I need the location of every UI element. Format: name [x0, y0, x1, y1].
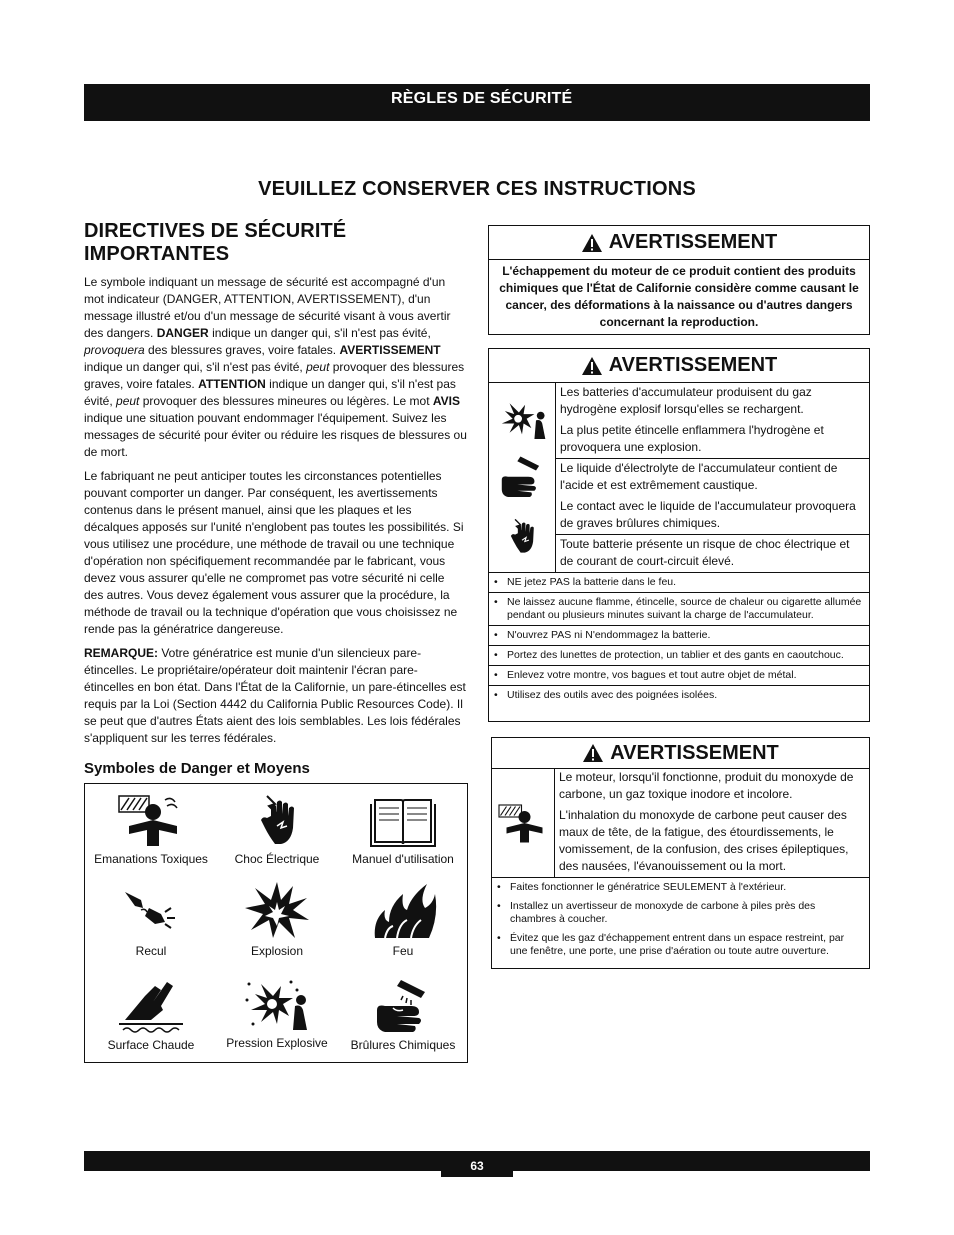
symbol-chemical-burn: Brûlures Chimiques	[339, 976, 467, 1052]
section-title: RÈGLES DE SÉCURITÉ	[391, 90, 573, 107]
warning-california-text: L'échappement du moteur de ce produit contient des produits chimiques que l'État de Californie considère comme causant le cancer, des déformations à la naissance ou d'autres dangers concernant la reproduction.	[499, 264, 859, 329]
electric-shock-icon	[497, 510, 547, 562]
list-item: • NE jetez PAS la batterie dans le feu.	[489, 573, 869, 593]
warning-triangle-icon	[581, 233, 603, 253]
list-item: • Installez un avertisseur de monoxyde de carbone à piles près des chambres à coucher.	[492, 897, 869, 929]
battery-bullet-list	[489, 573, 869, 705]
chemical-burn-icon	[494, 451, 550, 501]
symbol-kickback: Recul	[87, 884, 215, 958]
toxic-fumes-icon	[496, 800, 550, 846]
hot-surface-icon	[115, 976, 187, 1034]
explosive-pressure-icon	[494, 393, 550, 443]
co-hazard-grid	[492, 769, 869, 878]
co-bullet-list	[492, 878, 869, 961]
symbol-fire: Feu	[339, 880, 467, 958]
manual-book-icon	[367, 792, 439, 848]
page-number: 63	[441, 1151, 513, 1177]
symbol-electric-shock: Choc Électrique	[213, 792, 341, 866]
list-item: • Enlevez votre montre, vos bagues et tout autre objet de métal.	[489, 666, 869, 686]
safety-heading: DIRECTIVES DE SÉCURITÉ IMPORTANTES	[84, 220, 347, 265]
warning-box-battery	[488, 348, 870, 722]
chemical-burn-icon	[367, 976, 439, 1034]
list-item: • Ne laissez aucune flamme, étincelle, source de chaleur ou cigarette allumée pendant ou plusieurs minutes suivant la charge de l'accumulateur.	[489, 593, 869, 626]
symbol-explosion: Explosion	[213, 880, 341, 958]
warning-box-carbon-monoxide	[491, 737, 870, 969]
list-item: • Évitez que les gaz d'échappement entrent dans un espace restreint, par une fenêtre, une porte, une prise d'aération ou toute autre ouverture.	[492, 929, 869, 961]
paragraph-manufacturer: Le fabriquant ne peut anticiper toutes les circonstances potentielles pouvant comporter un danger. Par conséquent, les avertissements contenus dans le présent manuel, ainsi que les plaques et les décalques apposés sur l'unité n'englobent pas toutes les possibilités. Si vous utilisez une procédure, une méthode de travail ou une technique d'opération non spécifiquement recommandée par le fabricant, vous devez vous assurer qu'elle ne compromet pas votre sécurité ni celle des autres. Vous devez également vous assurer que la procédure, la méthode de travail ou la technique d'opération que vous choisissez ne rende pas la génératrice dangereuse.	[84, 469, 464, 636]
explosion-icon	[241, 880, 313, 940]
warning-title: AVERTISSEMENT	[608, 231, 778, 253]
symbol-toxic-fumes: Emanations Toxiques	[87, 792, 215, 866]
co-hazard-texts	[555, 769, 869, 877]
kickback-icon	[115, 884, 187, 940]
hazard-symbols-box	[84, 783, 468, 1063]
fire-icon	[367, 880, 439, 940]
warning-header	[489, 349, 869, 383]
paragraph-remark: REMARQUE: Votre génératrice est munie d'un silencieux pare-étincelles. Le propriétaire/opérateur doit maintenir l'écran pare-étincelles en bon état. Dans l'État de la Californie, un pare-étincelles est requis par la Loi (Section 4442 du California Public Resources Code). Il se peut que d'autres États aient des lois semblables. Les lois fédérales s'appliquent sur les terres fédérales.	[84, 646, 466, 745]
warning-title: AVERTISSEMENT	[608, 354, 778, 376]
explosive-pressure-icon	[241, 974, 313, 1032]
list-item: • Portez des lunettes de protection, un tablier et des gants en caoutchouc.	[489, 646, 869, 666]
warning-triangle-icon	[582, 743, 604, 763]
co-row: Le moteur, lorsqu'il fonctionne, produit du monoxyde de carbone, un gaz toxique inodore et incolore. L'inhalation du monoxyde de carbone peut causer des maux de tête, de la fatigue, des étourdissements, le vomissement, de la confusion, des crises épileptiques, des nausées, l'évanouissement ou la mort.	[559, 770, 854, 873]
main-title: VEUILLEZ CONSERVER CES INSTRUCTIONS	[258, 178, 696, 200]
list-item: • Utilisez des outils avec des poignées isolées.	[489, 686, 869, 705]
symbol-hot-surface: Surface Chaude	[87, 976, 215, 1052]
co-hazard-icons	[492, 769, 555, 877]
electric-shock-icon	[241, 792, 313, 848]
symbol-manual: Manuel d'utilisation	[339, 792, 467, 866]
symbols-heading: Symboles de Danger et Moyens	[84, 760, 310, 777]
toxic-fumes-icon	[115, 792, 187, 848]
warning-box-california	[488, 225, 870, 335]
battery-row-explosion: Les batteries d'accumulateur produisent du gaz hydrogène explosif lorsqu'elles se rechargent. La plus petite étincelle enflammera l'hydrogène et provoquera une explosion.	[556, 383, 869, 459]
warning-triangle-icon	[581, 356, 603, 376]
battery-hazard-texts	[556, 383, 869, 572]
warning-header	[492, 738, 869, 769]
list-item: • Faites fonctionner le génératrice SEULEMENT à l'extérieur.	[492, 878, 869, 897]
section-header-bar	[84, 84, 870, 121]
list-item: • N'ouvrez PAS ni N'endommagez la batterie.	[489, 626, 869, 646]
battery-hazard-icons	[489, 383, 556, 572]
warning-header	[489, 226, 869, 260]
paragraph-signal-words: Le symbole indiquant un message de sécurité est accompagné d'un mot indicateur (DANGER, ATTENTION, AVERTISSEMENT), d'un message illustré et/ou d'un message de sécurité visant à vous avertir des dangers. DANGER indique un danger qui, s'il n'est pas évité, provoquera des blessures graves, voire fatales. AVERTISSEMENT indique un danger qui, s'il n'est pas évité, peut provoquer des blessures graves, voire fatales. ATTENTION indique un danger qui, s'il n'est pas évité, peut provoquer des blessures mineures ou légères. Le mot AVIS indique une situation pouvant endommager l'équipement. Suivez les messages de sécurité pour éviter ou réduire les risques de blessures ou de mort.	[84, 275, 467, 459]
battery-row-shock: Toute batterie présente un risque de choc électrique et de courant de court-circuit élevé.	[560, 537, 850, 568]
symbol-explosive-pressure: Pression Explosive	[213, 974, 341, 1050]
left-column	[84, 220, 467, 786]
battery-row-electrolyte: Le liquide d'électrolyte de l'accumulateur contient de l'acide et est extrêmement caustique. Le contact avec le liquide de l'accumulateur provoquera de graves brûlures chimiques.	[556, 459, 869, 535]
battery-hazard-grid	[489, 383, 869, 573]
warning-title: AVERTISSEMENT	[610, 741, 779, 764]
